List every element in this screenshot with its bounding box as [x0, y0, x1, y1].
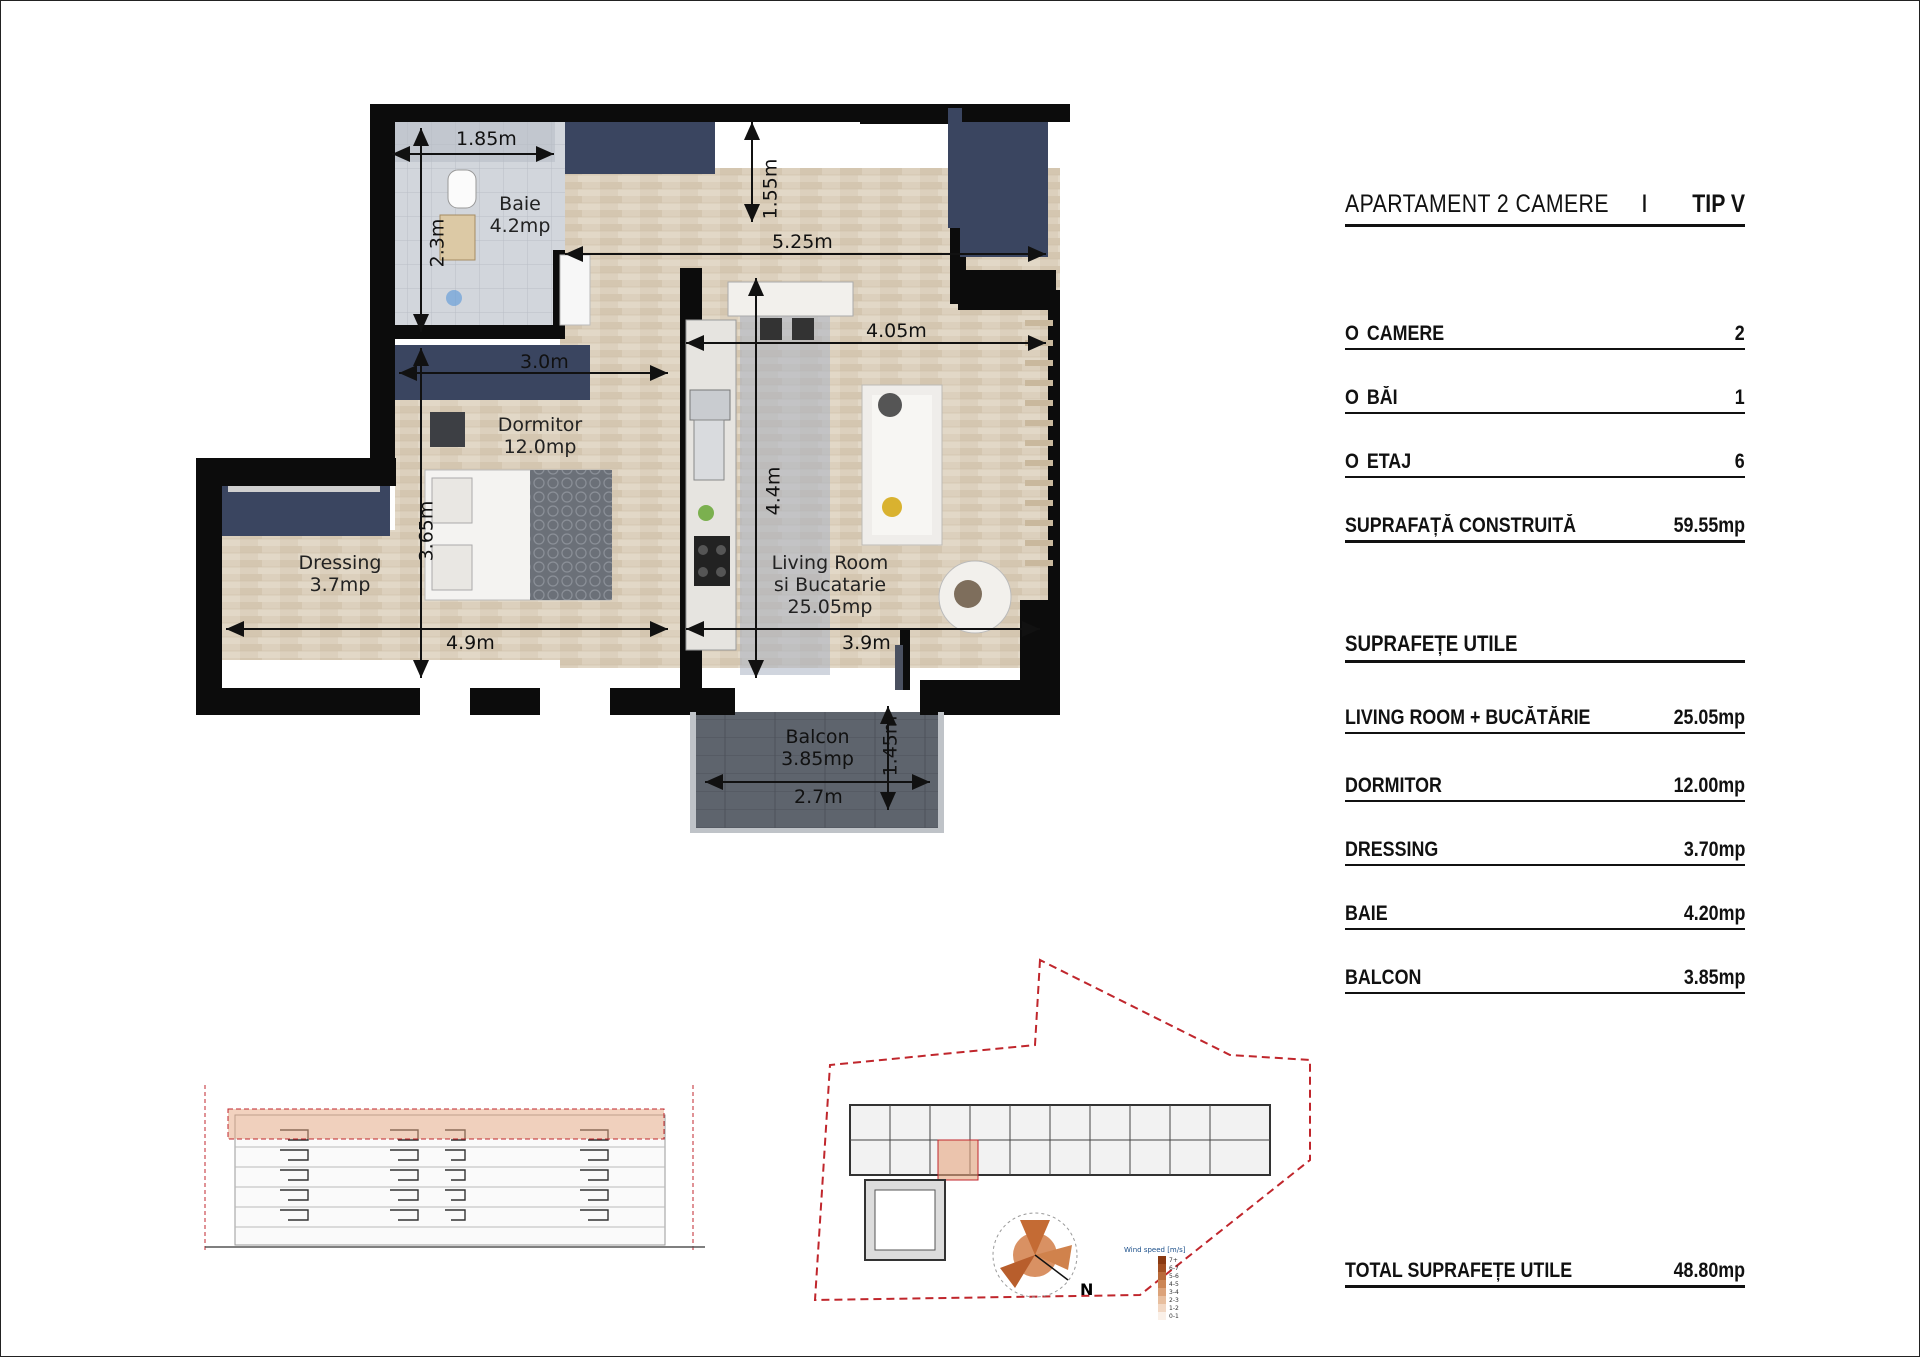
useful-label: DRESSING: [1345, 838, 1439, 861]
wind-legend-title: Wind speed [m/s]: [1124, 1246, 1186, 1254]
room-area: 3.7mp: [309, 574, 371, 596]
apartment-type: TIP V: [1692, 190, 1745, 218]
useful-heading: SUPRAFEȚE UTILE: [1345, 631, 1518, 656]
useful-row-balcony: [1345, 962, 1745, 994]
wind-bin: 7+: [1169, 1257, 1178, 1264]
summary-value: 2: [1735, 322, 1745, 345]
wind-bin: 2-3: [1169, 1297, 1179, 1304]
room-name: Living Room: [771, 552, 889, 574]
room-bath: [485, 193, 555, 237]
useful-value: 12.00mp: [1673, 774, 1745, 797]
room-name: Dormitor: [497, 414, 583, 436]
north-label: N: [1080, 1280, 1094, 1299]
useful-row-dressing: [1345, 834, 1745, 866]
dim-living-top: 4.05m: [866, 320, 927, 342]
dim-living-bottom: 3.9m: [842, 632, 891, 654]
wind-bin: 0-1: [1169, 1313, 1179, 1320]
room-area: 3.85mp: [781, 748, 854, 770]
room-balcony: [770, 726, 865, 770]
wind-legend: [1124, 1246, 1186, 1320]
useful-row-bath: [1345, 898, 1745, 930]
useful-heading-row: [1345, 626, 1745, 663]
useful-label: DORMITOR: [1345, 774, 1442, 797]
useful-label: BAIE: [1345, 902, 1388, 925]
building-elevation: [195, 1075, 715, 1255]
dim-bath-width: 1.85m: [456, 128, 517, 150]
room-name: Balcon: [785, 726, 850, 748]
room-area: 4.2mp: [489, 215, 551, 237]
dim-balcony-width: 2.7m: [794, 786, 843, 808]
built-area-label: SUPRAFAȚĂ CONSTRUITĂ: [1345, 514, 1577, 537]
summary-value: 6: [1735, 450, 1745, 473]
dim-living-height: 4.4m: [762, 466, 785, 516]
summary-value: 1: [1735, 386, 1745, 409]
useful-value: 4.20mp: [1683, 902, 1745, 925]
useful-row-bedroom: [1345, 770, 1745, 802]
room-name: Baie: [499, 193, 541, 215]
summary-label: BĂI: [1366, 386, 1398, 409]
wind-bin: 6-7: [1169, 1265, 1179, 1272]
room-living: [765, 552, 895, 618]
wind-bin: 5-6: [1169, 1273, 1179, 1280]
wind-bin: 3-4: [1169, 1289, 1179, 1296]
useful-value: 25.05mp: [1673, 706, 1745, 729]
bullet-icon: O: [1345, 322, 1359, 345]
room-bedroom: [480, 414, 600, 458]
dim-bedroom-height: 3.65m: [415, 500, 438, 562]
dim-balcony-depth: 1.45m: [879, 715, 902, 777]
summary-label: ETAJ: [1366, 450, 1412, 473]
total-row: [1345, 1253, 1745, 1288]
useful-value: 3.85mp: [1683, 966, 1745, 989]
bullet-icon: O: [1345, 386, 1359, 409]
dim-bedroom-top: 3.0m: [520, 351, 569, 373]
title-separator: I: [1641, 190, 1648, 218]
room-dressing: [290, 552, 390, 596]
elevation-highlight: [228, 1109, 664, 1139]
built-area-row: [1345, 510, 1745, 543]
room-name-2: si Bucatarie: [773, 574, 887, 596]
room-area: 25.05mp: [787, 596, 873, 618]
built-area-value: 59.55mp: [1673, 514, 1745, 537]
site-highlight: [938, 1140, 978, 1180]
wind-bin: 1-2: [1169, 1305, 1179, 1312]
useful-row-living: [1345, 702, 1745, 734]
room-name: Dressing: [298, 552, 382, 574]
sheet-title-row: [1345, 190, 1745, 227]
total-value: 48.80mp: [1673, 1259, 1745, 1282]
room-area: 12.0mp: [503, 436, 577, 458]
summary-row-rooms: [1345, 318, 1745, 350]
summary-label: CAMERE: [1366, 322, 1445, 345]
useful-value: 3.70mp: [1683, 838, 1745, 861]
site-plan: [810, 950, 1330, 1330]
useful-label: LIVING ROOM + BUCĂTĂRIE: [1345, 706, 1591, 729]
dim-hall-depth: 1.55m: [759, 158, 782, 220]
apartment-title: APARTAMENT 2 CAMERE: [1345, 190, 1609, 218]
summary-row-baths: [1345, 382, 1745, 414]
dim-hall-width: 5.25m: [772, 231, 833, 253]
dim-bath-height: 2.3m: [426, 218, 449, 268]
total-label: TOTAL SUPRAFEȚE UTILE: [1345, 1259, 1573, 1282]
useful-label: BALCON: [1345, 966, 1422, 989]
dim-dressing-bedroom-width: 4.9m: [446, 632, 495, 654]
summary-row-floor: [1345, 446, 1745, 478]
bullet-icon: O: [1345, 450, 1359, 473]
wind-bin: 4-5: [1169, 1281, 1179, 1288]
